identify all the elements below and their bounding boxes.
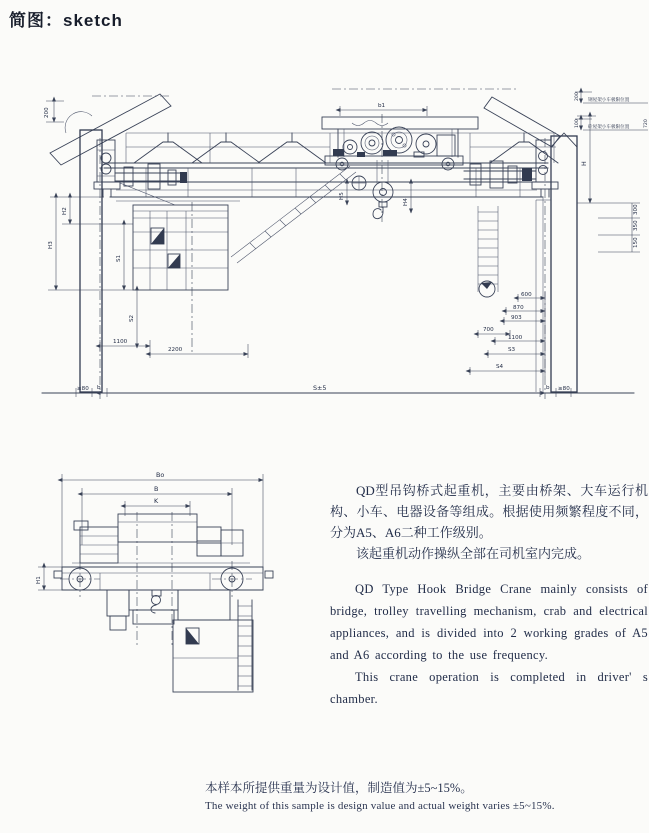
note-trolley-limit-1: 钢屋架小车极限位置 (588, 98, 630, 103)
dim-top-100: 100 (575, 119, 580, 128)
footer-note-zh: 本样本所提供重量为设计值，制造值为±5~15%。 (205, 781, 473, 795)
dim-trolley-b1: b1 (378, 103, 386, 109)
right-end-truck (464, 140, 558, 197)
description-en-para2: This crane operation is completed in driver' s chamber. (330, 670, 648, 706)
note-trolley-limit-2: 砼屋架小车极限位置 (588, 125, 630, 130)
dim-wall-150: 150 (633, 237, 639, 248)
dim-903: 903 (511, 315, 522, 321)
description-zh-para1: QD型吊钩桥式起重机，主要由桥架、大车运行机构、小车、电器设备等组成。根据使用频繁程度不同，分为A5、A6二种工作级别。 (330, 483, 648, 540)
paragraph-gap (330, 564, 648, 578)
dim-bo: Bo (156, 471, 165, 479)
dim-b: B (154, 485, 159, 493)
dim-h5: H5 (339, 192, 345, 200)
right-bracket (479, 197, 551, 392)
dim-1100-left: 1100 (113, 339, 128, 345)
dim-s2: S2 (129, 314, 135, 322)
dim-wall-350: 350 (633, 220, 639, 231)
page-title: 简图：sketch (9, 11, 123, 30)
side-crab (72, 514, 250, 563)
left-roof-hatch (50, 94, 171, 165)
dim-b-right: b (546, 385, 550, 391)
dim-roof-200: 200 (44, 107, 50, 118)
footer-note-en: The weight of this sample is design value and actual weight varies ±5~15%. (205, 800, 555, 812)
dim-s4: S4 (496, 364, 504, 370)
right-roof-hatch (484, 97, 577, 147)
dim-h4: H4 (403, 198, 409, 206)
dim-top-200: 200 (575, 92, 580, 101)
dim-clearance-right: ≥80 (558, 386, 570, 392)
side-underparts (107, 512, 253, 692)
dim-h3: H3 (48, 241, 54, 249)
walkway-brackets (134, 133, 558, 163)
description-en-para1: QD Type Hook Bridge Crane mainly consists of bridge, trolley travelling mechanism, crab and electrical appliances, and is divided into 2 working grades of A5 and A6 according to the use frequency. (330, 582, 648, 662)
front-elevation-view (42, 89, 649, 399)
dim-wall-h: H (580, 161, 588, 166)
side-view (36, 471, 273, 692)
access-ladder (478, 206, 498, 292)
dim-clearance-left: ≥80 (77, 386, 89, 392)
footer-note (205, 778, 605, 812)
dim-870: 870 (513, 305, 524, 311)
trolley-crab (322, 117, 478, 170)
front-dimensions (44, 92, 649, 392)
side-girder (54, 561, 273, 597)
dim-600: 600 (521, 292, 532, 298)
dim-700: 700 (483, 327, 494, 333)
dim-h2: H2 (62, 207, 68, 215)
description-block (330, 480, 648, 710)
dim-s1: S1 (116, 254, 122, 262)
description-zh-para2: 该起重机动作操纵全部在司机室内完成。 (356, 546, 591, 561)
dim-2200: 2200 (168, 347, 183, 353)
dim-span: S±5 (313, 384, 327, 392)
dim-top-720: 720 (644, 119, 649, 128)
driver-cab (116, 201, 240, 290)
dim-wall-300: 300 (633, 204, 639, 215)
hook-assembly (352, 160, 393, 219)
right-wall-column (551, 136, 577, 392)
left-wall-column (80, 130, 102, 392)
dim-1100-right: 1100 (508, 335, 523, 341)
dim-k: K (154, 497, 159, 505)
dim-b-left: b (97, 385, 101, 391)
left-end-truck (94, 140, 187, 197)
dim-h1: H1 (36, 576, 42, 584)
dim-s3: S3 (508, 347, 516, 353)
